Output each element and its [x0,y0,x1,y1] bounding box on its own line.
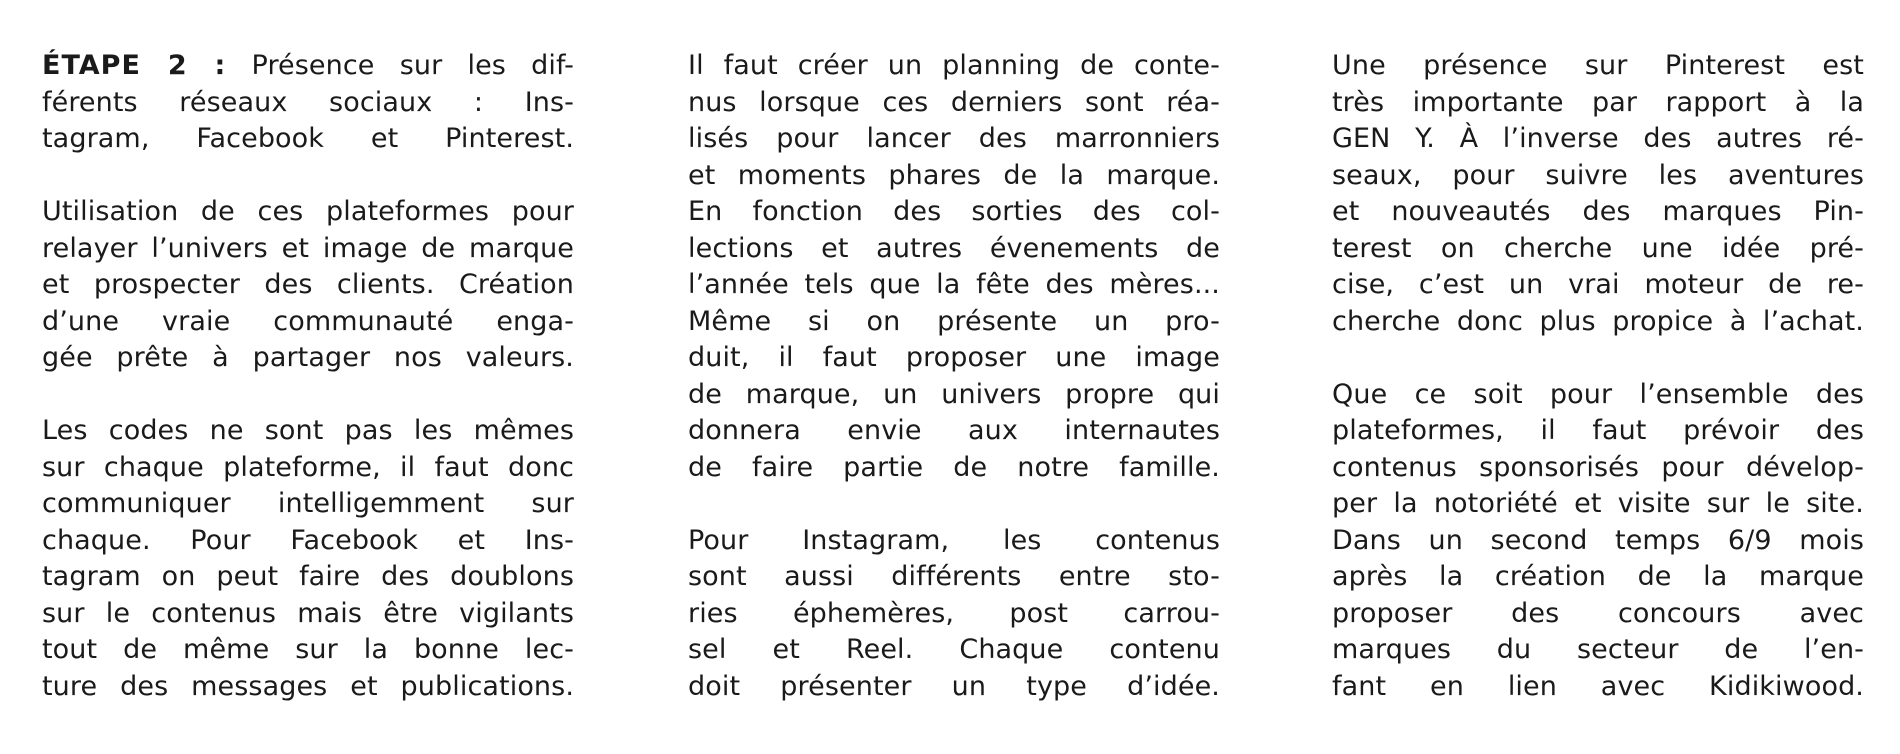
paragraph-gap [42,377,574,414]
text-line: lections et autres évenements de [688,232,1220,264]
text-line: lisés pour lancer des marronniers [688,123,1220,154]
text-line: plateformes, il faut prévoir des [1332,415,1864,446]
text-line: Utilisation de ces plateformes pour [42,196,574,227]
text-column-3 [1332,48,1864,705]
text-line: tagram, Facebook et Pinterest. [42,123,574,154]
text-line: de faire partie de notre famille. [688,451,1220,483]
text-line: et prospecter des clients. Création [42,269,574,300]
text-line: terest on cherche une idée pré- [1332,232,1864,264]
text-line: sur le contenus mais être vigilants [42,597,574,629]
text-line: duit, il faut proposer une image [688,342,1220,373]
text-line: marques du secteur de l’en- [1332,634,1864,665]
text-line: et moments phares de la marque. [688,159,1220,191]
text-line: et nouveautés des marques Pin- [1332,196,1864,227]
text-column-1 [42,48,574,705]
text-line: Les codes ne sont pas les mêmes [42,415,574,446]
paragraph-gap [1332,340,1864,377]
text-line: doit présenter un type d’idée. [688,670,1220,702]
text-line: sur chaque plateforme, il faut donc [42,451,574,483]
step-heading-text: Présence sur les dif- [226,50,574,81]
text-line: per la notoriété et visite sur le site. [1332,488,1864,519]
text-line: nus lorsque ces derniers sont réa- [688,86,1220,118]
text-line: cherche donc plus propice à l’achat. [1332,305,1864,337]
text-line: GEN Y. À l’inverse des autres ré- [1332,123,1864,154]
text-column-2 [688,48,1220,705]
text-line: proposer des concours avec [1332,597,1864,629]
text-line: contenus sponsorisés pour dévelop- [1332,451,1864,483]
text-line: Il faut créer un planning de conte- [688,50,1220,81]
text-line: tagram on peut faire des doublons [42,561,574,592]
text-line: communiquer intelligemment sur [42,488,574,519]
text-line: d’une vraie communauté enga- [42,305,574,337]
text-line: Que ce soit pour l’ensemble des [1332,378,1864,410]
text-line: seaux, pour suivre les aventures [1332,159,1864,191]
text-line: Une présence sur Pinterest est [1332,50,1864,81]
text-line: après la création de la marque [1332,561,1864,592]
text-line: gée prête à partager nos valeurs. [42,342,574,373]
text-line: sont aussi différents entre sto- [688,561,1220,592]
text-line: ries éphemères, post carrou- [688,597,1220,629]
text-line: très importante par rapport à la [1332,86,1864,118]
text-line: fant en lien avec Kidikiwood. [1332,670,1864,702]
text-line: Pour Instagram, les contenus [688,524,1220,556]
step-heading: ÉTAPE 2 : [42,50,227,81]
text-line: relayer l’univers et image de marque [42,232,574,264]
paragraph-gap [688,486,1220,523]
text-line: ture des messages et publications. [42,670,574,702]
text-line: férents réseaux sociaux : Ins- [42,86,574,118]
text-line: l’année tels que la fête des mères... [688,269,1220,300]
text-line [42,48,574,85]
text-line: chaque. Pour Facebook et Ins- [42,524,574,556]
text-line: tout de même sur la bonne lec- [42,634,574,665]
text-line: En fonction des sorties des col- [688,196,1220,227]
text-line: donnera envie aux internautes [688,415,1220,446]
text-line: Même si on présente un pro- [688,305,1220,337]
text-line: Dans un second temps 6/9 mois [1332,524,1864,556]
text-line: de marque, un univers propre qui [688,378,1220,410]
text-line: sel et Reel. Chaque contenu [688,634,1220,665]
paragraph-gap [42,158,574,195]
text-line: cise, c’est un vrai moteur de re- [1332,269,1864,300]
